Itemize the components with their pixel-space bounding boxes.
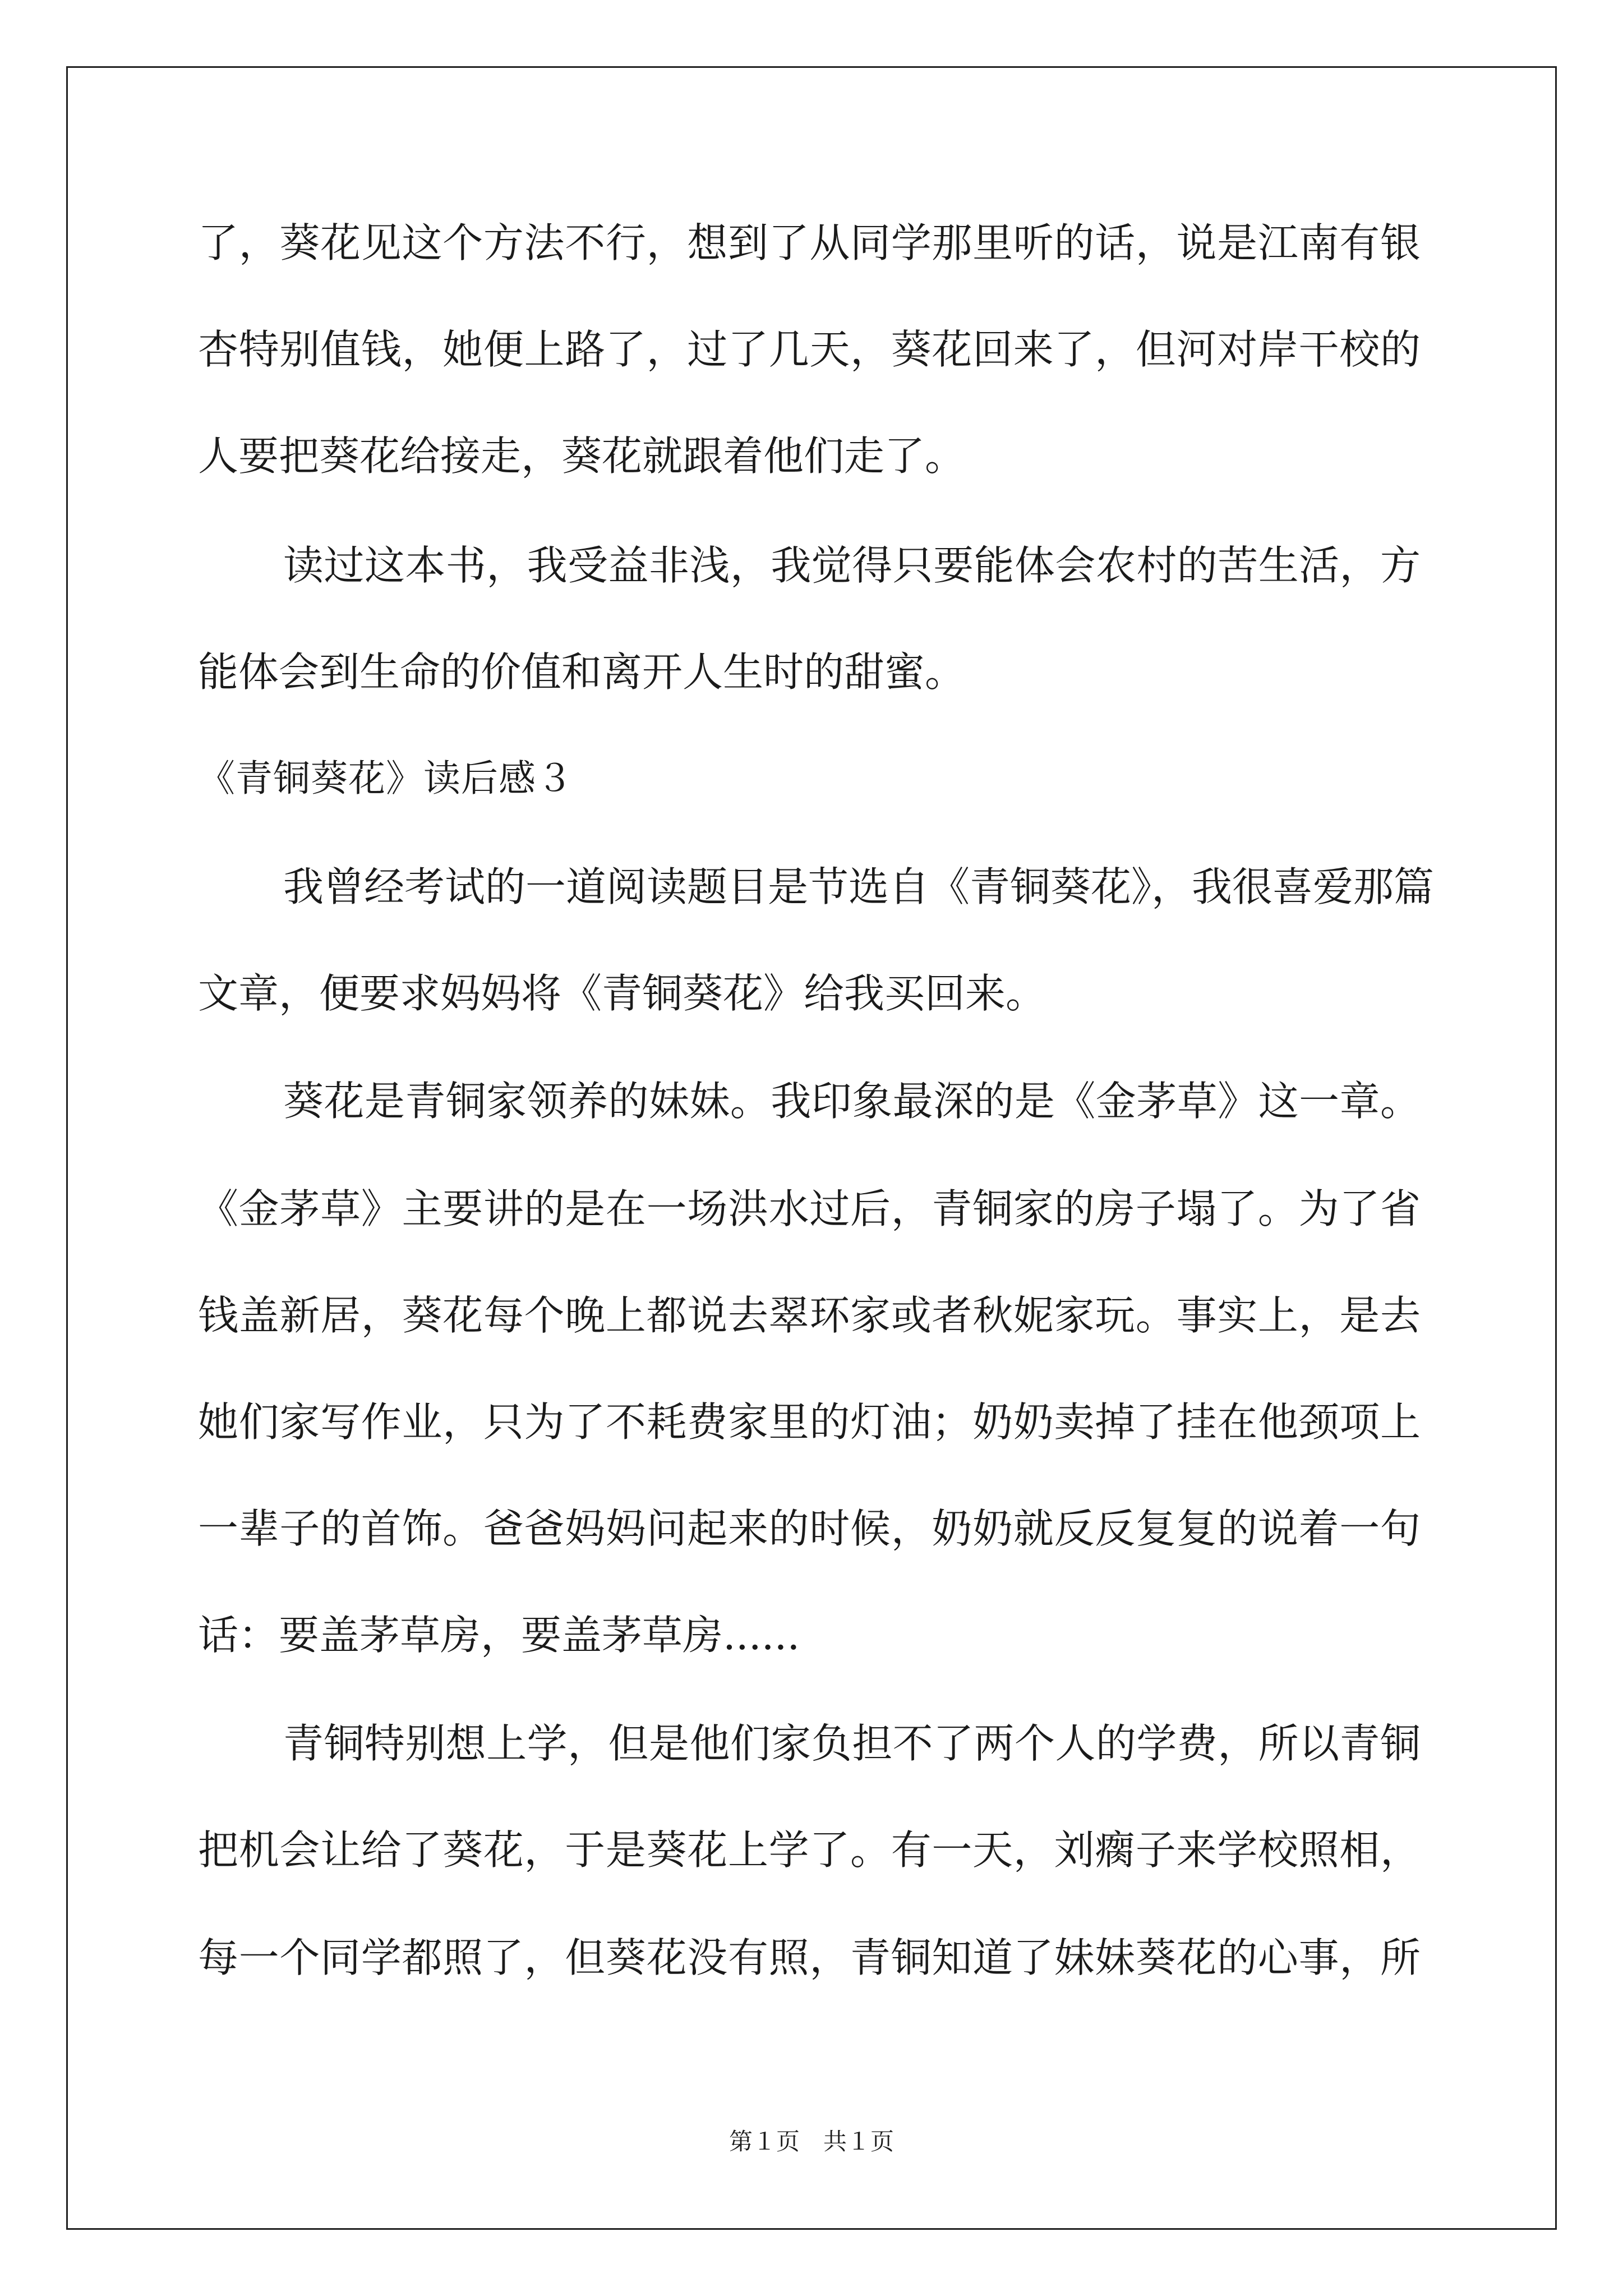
- text-line: 一辈子的首饰。爸爸妈妈问起来的时候，奶奶就反反复复的说着一句: [198, 1505, 1421, 1552]
- text-line: 把机会让给了葵花，于是葵花上学了。有一天，刘瘸子来学校照相，: [198, 1826, 1421, 1874]
- paragraph-first-line: 我曾经考试的一道阅读题目是节选自《青铜葵花》，我很喜爱那篇: [283, 863, 1435, 910]
- text-line: 钱盖新居，葵花每个晚上都说去翠环家或者秋妮家玩。事实上，是去: [198, 1292, 1421, 1339]
- text-line: 她们家写作业，只为了不耗费家里的灯油；奶奶卖掉了挂在他颈项上: [198, 1398, 1421, 1446]
- text-line: 文章，便要求妈妈将《青铜葵花》给我买回来。: [198, 970, 1046, 1017]
- text-line: 《金茅草》主要讲的是在一场洪水过后，青铜家的房子塌了。为了省: [198, 1185, 1421, 1232]
- paragraph-first-line: 青铜特别想上学，但是他们家负担不了两个人的学费，所以青铜: [283, 1720, 1421, 1767]
- page-border: [66, 66, 1557, 2230]
- text-line: 了，葵花见这个方法不行，想到了从同学那里听的话，说是江南有银: [198, 219, 1421, 266]
- text-line: 每一个同学都照了，但葵花没有照，青铜知道了妹妹葵花的心事，所: [198, 1934, 1421, 1981]
- section-heading: 《青铜葵花》读后感３: [198, 757, 574, 800]
- page-number-footer: 第１页 共１页: [728, 2128, 894, 2155]
- paragraph-first-line: 读过这本书，我受益非浅，我觉得只要能体会农村的苦生活，方: [283, 542, 1421, 589]
- text-line: 杏特别值钱，她便上路了，过了几天，葵花回来了，但河对岸干校的: [198, 326, 1421, 373]
- text-line: 能体会到生命的价值和离开人生时的甜蜜。: [198, 648, 966, 696]
- text-line: 人要把葵花给接走，葵花就跟着他们走了。: [198, 432, 966, 480]
- text-line: 话：要盖茅草房，要盖茅草房......: [198, 1612, 800, 1659]
- paragraph-first-line: 葵花是青铜家领养的妹妹。我印象最深的是《金茅草》这一章。: [283, 1078, 1421, 1125]
